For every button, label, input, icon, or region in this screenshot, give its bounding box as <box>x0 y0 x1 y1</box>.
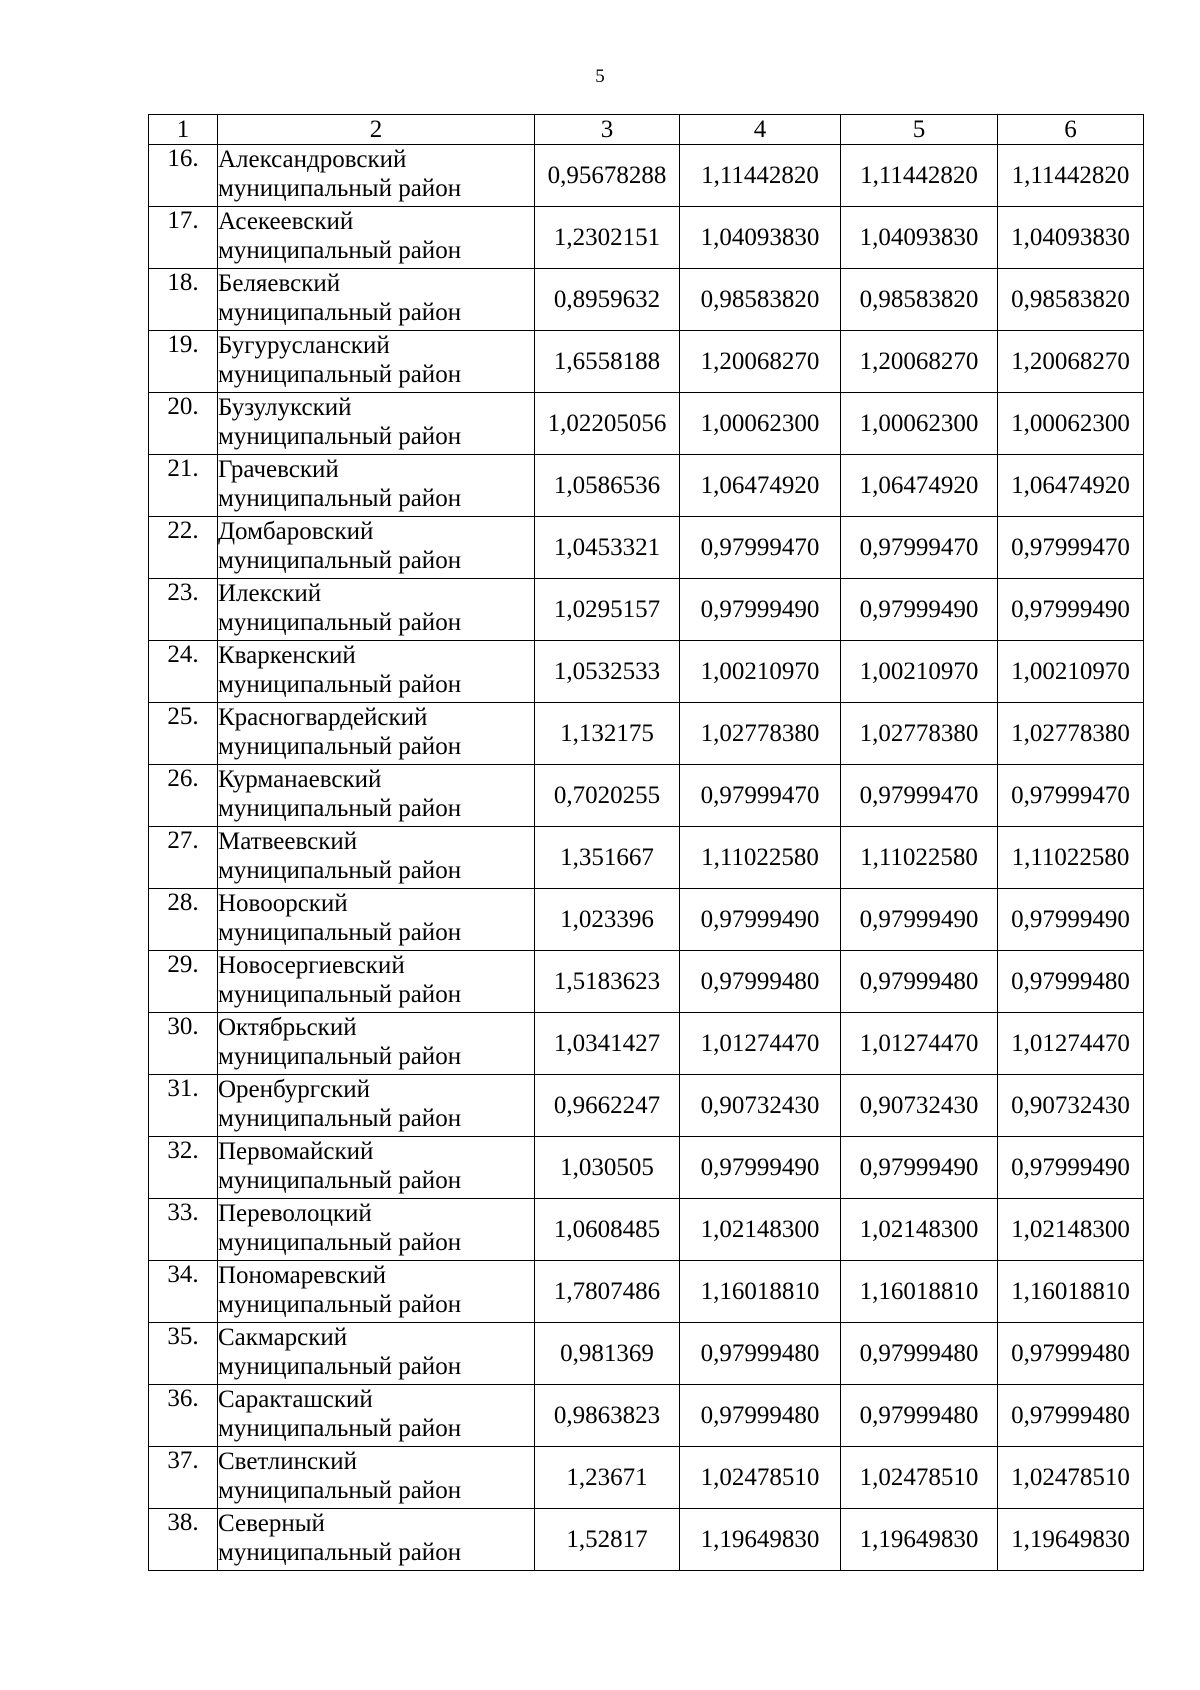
district-type: муниципальный район <box>218 361 462 388</box>
value-col-4: 0,97999490 <box>680 579 841 641</box>
value-col-6: 1,02478510 <box>998 1447 1144 1509</box>
value-col-5: 1,11442820 <box>841 145 998 207</box>
value-col-4: 1,20068270 <box>680 331 841 393</box>
district-name-cell <box>218 1075 535 1137</box>
value-col-6: 1,11442820 <box>998 145 1144 207</box>
value-col-6: 1,06474920 <box>998 455 1144 517</box>
value-col-4: 0,97999490 <box>680 889 841 951</box>
district-name-cell <box>218 331 535 393</box>
row-number: 36. <box>149 1385 218 1447</box>
table-row <box>149 1385 1144 1447</box>
row-number: 20. <box>149 393 218 455</box>
table-row <box>149 1261 1144 1323</box>
district-name-cell <box>218 1199 535 1261</box>
table-row <box>149 455 1144 517</box>
table-row <box>149 1447 1144 1509</box>
value-col-6: 0,97999480 <box>998 1385 1144 1447</box>
table-row <box>149 889 1144 951</box>
row-number: 35. <box>149 1323 218 1385</box>
district-name-cell <box>218 703 535 765</box>
value-col-3: 0,981369 <box>535 1323 680 1385</box>
row-number: 19. <box>149 331 218 393</box>
value-col-5: 1,11022580 <box>841 827 998 889</box>
value-col-5: 1,02478510 <box>841 1447 998 1509</box>
district-type: муниципальный район <box>218 237 462 264</box>
district-name: Домбаровский <box>218 518 374 545</box>
value-col-5: 1,02778380 <box>841 703 998 765</box>
value-col-5: 1,19649830 <box>841 1509 998 1571</box>
value-col-4: 0,97999470 <box>680 517 841 579</box>
value-col-6: 1,01274470 <box>998 1013 1144 1075</box>
value-col-3: 1,0532533 <box>535 641 680 703</box>
value-col-5: 1,06474920 <box>841 455 998 517</box>
value-col-5: 1,00062300 <box>841 393 998 455</box>
district-name-cell <box>218 889 535 951</box>
value-col-6: 0,90732430 <box>998 1075 1144 1137</box>
value-col-6: 0,97999470 <box>998 765 1144 827</box>
district-type: муниципальный район <box>218 1477 462 1504</box>
value-col-5: 0,97999490 <box>841 1137 998 1199</box>
district-name: Первомайский <box>218 1138 374 1165</box>
district-type: муниципальный район <box>218 1539 462 1566</box>
value-col-4: 0,98583820 <box>680 269 841 331</box>
value-col-3: 0,9662247 <box>535 1075 680 1137</box>
district-name: Илекский <box>218 580 322 607</box>
table-row <box>149 145 1144 207</box>
value-col-3: 1,030505 <box>535 1137 680 1199</box>
district-name-cell <box>218 579 535 641</box>
district-name: Бугурусланский <box>218 332 390 359</box>
value-col-6: 0,97999490 <box>998 1137 1144 1199</box>
district-name-cell <box>218 827 535 889</box>
value-col-3: 1,23671 <box>535 1447 680 1509</box>
district-name: Северный <box>218 1510 325 1537</box>
value-col-5: 1,16018810 <box>841 1261 998 1323</box>
value-col-3: 0,8959632 <box>535 269 680 331</box>
district-type: муниципальный район <box>218 795 462 822</box>
district-name-cell <box>218 1323 535 1385</box>
value-col-5: 0,97999490 <box>841 579 998 641</box>
value-col-4: 1,02778380 <box>680 703 841 765</box>
value-col-4: 1,00062300 <box>680 393 841 455</box>
district-name: Грачевский <box>218 456 339 483</box>
table-row <box>149 641 1144 703</box>
district-name: Красногвардейский <box>218 704 428 731</box>
value-col-6: 0,97999490 <box>998 579 1144 641</box>
value-col-6: 1,11022580 <box>998 827 1144 889</box>
value-col-5: 1,04093830 <box>841 207 998 269</box>
district-type: муниципальный район <box>218 1353 462 1380</box>
table-row <box>149 517 1144 579</box>
header-row <box>149 115 1144 145</box>
district-type: муниципальный район <box>218 299 462 326</box>
value-col-5: 0,97999490 <box>841 889 998 951</box>
district-type: муниципальный район <box>218 857 462 884</box>
value-col-4: 1,16018810 <box>680 1261 841 1323</box>
header-col-6: 6 <box>998 115 1144 145</box>
value-col-4: 1,11022580 <box>680 827 841 889</box>
district-name-cell <box>218 1509 535 1571</box>
value-col-5: 1,01274470 <box>841 1013 998 1075</box>
table-row <box>149 393 1144 455</box>
value-col-6: 1,00210970 <box>998 641 1144 703</box>
table-row <box>149 827 1144 889</box>
value-col-3: 1,132175 <box>535 703 680 765</box>
value-col-4: 1,11442820 <box>680 145 841 207</box>
district-name: Пономаревский <box>218 1262 386 1289</box>
row-number: 23. <box>149 579 218 641</box>
value-col-5: 0,90732430 <box>841 1075 998 1137</box>
value-col-4: 1,04093830 <box>680 207 841 269</box>
table-header <box>149 115 1144 145</box>
value-col-4: 0,97999490 <box>680 1137 841 1199</box>
district-name-cell <box>218 1137 535 1199</box>
district-type: муниципальный район <box>218 1167 462 1194</box>
district-name-cell <box>218 1447 535 1509</box>
value-col-6: 1,20068270 <box>998 331 1144 393</box>
value-col-4: 0,97999480 <box>680 1323 841 1385</box>
value-col-4: 1,06474920 <box>680 455 841 517</box>
value-col-5: 0,98583820 <box>841 269 998 331</box>
table-row <box>149 1137 1144 1199</box>
value-col-6: 0,98583820 <box>998 269 1144 331</box>
value-col-6: 0,97999480 <box>998 951 1144 1013</box>
row-number: 18. <box>149 269 218 331</box>
value-col-4: 1,00210970 <box>680 641 841 703</box>
table-row <box>149 207 1144 269</box>
district-name: Переволоцкий <box>218 1200 372 1227</box>
district-name: Беляевский <box>218 270 341 297</box>
row-number: 29. <box>149 951 218 1013</box>
district-name: Асекеевский <box>218 208 354 235</box>
district-name: Оренбургский <box>218 1076 371 1103</box>
district-name-cell <box>218 393 535 455</box>
row-number: 32. <box>149 1137 218 1199</box>
district-name: Светлинский <box>218 1448 357 1475</box>
table-row <box>149 579 1144 641</box>
row-number: 16. <box>149 145 218 207</box>
district-name-cell <box>218 951 535 1013</box>
district-name-cell <box>218 765 535 827</box>
value-col-3: 1,2302151 <box>535 207 680 269</box>
district-type: муниципальный район <box>218 609 462 636</box>
value-col-3: 1,52817 <box>535 1509 680 1571</box>
value-col-5: 0,97999470 <box>841 517 998 579</box>
row-number: 17. <box>149 207 218 269</box>
district-type: муниципальный район <box>218 547 462 574</box>
value-col-5: 0,97999480 <box>841 951 998 1013</box>
table-row <box>149 1013 1144 1075</box>
header-col-2: 2 <box>218 115 535 145</box>
coefficients-table <box>148 114 1144 1571</box>
district-type: муниципальный район <box>218 1291 462 1318</box>
district-type: муниципальный район <box>218 981 462 1008</box>
value-col-3: 0,9863823 <box>535 1385 680 1447</box>
value-col-6: 0,97999480 <box>998 1323 1144 1385</box>
value-col-4: 0,90732430 <box>680 1075 841 1137</box>
value-col-6: 1,16018810 <box>998 1261 1144 1323</box>
row-number: 37. <box>149 1447 218 1509</box>
district-name: Сакмарский <box>218 1324 348 1351</box>
district-type: муниципальный район <box>218 1229 462 1256</box>
value-col-3: 1,02205056 <box>535 393 680 455</box>
value-col-5: 0,97999470 <box>841 765 998 827</box>
row-number: 28. <box>149 889 218 951</box>
district-type: муниципальный район <box>218 1415 462 1442</box>
value-col-3: 1,5183623 <box>535 951 680 1013</box>
district-name: Новоорский <box>218 890 348 917</box>
value-col-4: 0,97999470 <box>680 765 841 827</box>
value-col-3: 1,7807486 <box>535 1261 680 1323</box>
row-number: 24. <box>149 641 218 703</box>
district-type: муниципальный район <box>218 1043 462 1070</box>
table-row <box>149 269 1144 331</box>
value-col-3: 1,0586536 <box>535 455 680 517</box>
value-col-3: 0,95678288 <box>535 145 680 207</box>
district-name-cell <box>218 455 535 517</box>
row-number: 38. <box>149 1509 218 1571</box>
header-col-1: 1 <box>149 115 218 145</box>
district-name: Новосергиевский <box>218 952 405 979</box>
value-col-3: 1,0453321 <box>535 517 680 579</box>
table-row <box>149 1075 1144 1137</box>
value-col-6: 1,02148300 <box>998 1199 1144 1261</box>
district-type: муниципальный район <box>218 175 462 202</box>
value-col-6: 0,97999490 <box>998 889 1144 951</box>
value-col-4: 0,97999480 <box>680 1385 841 1447</box>
value-col-5: 1,20068270 <box>841 331 998 393</box>
table-row <box>149 765 1144 827</box>
value-col-6: 1,00062300 <box>998 393 1144 455</box>
district-name-cell <box>218 1261 535 1323</box>
district-name: Матвеевский <box>218 828 358 855</box>
value-col-5: 1,02148300 <box>841 1199 998 1261</box>
district-name: Курманаевский <box>218 766 382 793</box>
value-col-4: 1,01274470 <box>680 1013 841 1075</box>
value-col-6: 1,02778380 <box>998 703 1144 765</box>
row-number: 25. <box>149 703 218 765</box>
value-col-4: 1,02478510 <box>680 1447 841 1509</box>
district-name: Октябрьский <box>218 1014 357 1041</box>
district-type: муниципальный район <box>218 919 462 946</box>
district-name-cell <box>218 517 535 579</box>
value-col-6: 0,97999470 <box>998 517 1144 579</box>
district-name-cell <box>218 1013 535 1075</box>
table-row <box>149 951 1144 1013</box>
value-col-5: 0,97999480 <box>841 1385 998 1447</box>
value-col-6: 1,19649830 <box>998 1509 1144 1571</box>
page-number: 5 <box>595 66 605 87</box>
value-col-3: 1,6558188 <box>535 331 680 393</box>
header-col-5: 5 <box>841 115 998 145</box>
row-number: 34. <box>149 1261 218 1323</box>
value-col-6: 1,04093830 <box>998 207 1144 269</box>
value-col-3: 1,023396 <box>535 889 680 951</box>
value-col-5: 1,00210970 <box>841 641 998 703</box>
value-col-4: 1,02148300 <box>680 1199 841 1261</box>
district-name: Александровский <box>218 146 407 173</box>
district-name-cell <box>218 1385 535 1447</box>
table-row <box>149 703 1144 765</box>
district-type: муниципальный район <box>218 1105 462 1132</box>
district-name: Саракташский <box>218 1386 373 1413</box>
district-name-cell <box>218 145 535 207</box>
row-number: 33. <box>149 1199 218 1261</box>
value-col-3: 1,0608485 <box>535 1199 680 1261</box>
value-col-3: 1,351667 <box>535 827 680 889</box>
district-name-cell <box>218 207 535 269</box>
table-row <box>149 1509 1144 1571</box>
row-number: 22. <box>149 517 218 579</box>
header-col-4: 4 <box>680 115 841 145</box>
row-number: 26. <box>149 765 218 827</box>
district-name-cell <box>218 269 535 331</box>
row-number: 31. <box>149 1075 218 1137</box>
value-col-3: 1,0295157 <box>535 579 680 641</box>
value-col-5: 0,97999480 <box>841 1323 998 1385</box>
district-type: муниципальный район <box>218 423 462 450</box>
header-col-3: 3 <box>535 115 680 145</box>
row-number: 27. <box>149 827 218 889</box>
row-number: 30. <box>149 1013 218 1075</box>
district-name: Бузулукский <box>218 394 352 421</box>
district-type: муниципальный район <box>218 733 462 760</box>
district-name: Кваркенский <box>218 642 356 669</box>
table-row <box>149 1199 1144 1261</box>
district-type: муниципальный район <box>218 671 462 698</box>
table-row <box>149 331 1144 393</box>
value-col-4: 0,97999480 <box>680 951 841 1013</box>
table-row <box>149 1323 1144 1385</box>
district-type: муниципальный район <box>218 485 462 512</box>
value-col-4: 1,19649830 <box>680 1509 841 1571</box>
value-col-3: 1,0341427 <box>535 1013 680 1075</box>
value-col-3: 0,7020255 <box>535 765 680 827</box>
table-body <box>149 145 1144 1571</box>
district-name-cell <box>218 641 535 703</box>
row-number: 21. <box>149 455 218 517</box>
